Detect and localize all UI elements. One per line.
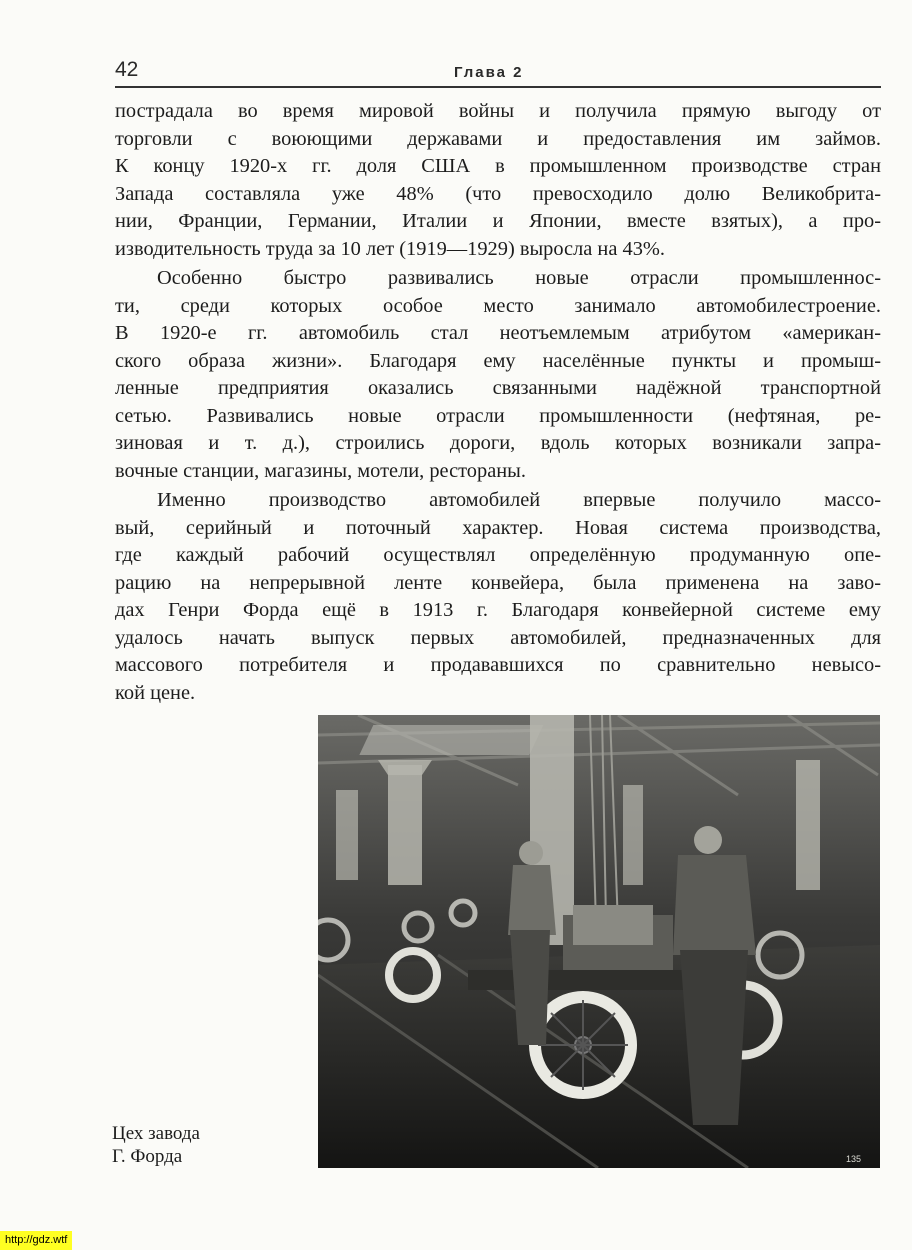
text-line: изводительность труда за 10 лет (1919—1929) выросла на 43%. bbox=[115, 237, 665, 260]
chapter-title: Глава 2 bbox=[454, 64, 524, 81]
text-line: ти, среди которых особое место занимало автомобилестроение. bbox=[115, 294, 881, 317]
header-rule bbox=[115, 86, 881, 88]
text-line: где каждый рабочий осуществлял определённую продуманную опе- bbox=[115, 544, 881, 566]
text-line: вочные станции, магазины, мотели, рестораны. bbox=[115, 459, 526, 482]
photo-number: 135 bbox=[846, 1154, 862, 1164]
watermark-link[interactable]: http://gdz.wtf bbox=[0, 1231, 72, 1250]
text-line: дах Генри Форда ещё в 1913 г. Благодаря конвейерной системе ему bbox=[115, 599, 881, 621]
factory-photo bbox=[318, 715, 880, 1168]
factory-photo-illustration bbox=[318, 715, 880, 1168]
text-line: Особенно быстро развивались новые отрасли промышленнос- bbox=[157, 267, 881, 289]
page-header bbox=[0, 0, 912, 100]
text-line: ского образа жизни». Благодаря ему населённые пункты и промыш- bbox=[115, 349, 881, 372]
text-line: Именно производство автомобилей впервые получило массо- bbox=[157, 489, 881, 511]
text-line: В 1920-е гг. автомобиль стал неотъемлемым атрибутом «американ- bbox=[115, 322, 881, 344]
paragraph-1 bbox=[115, 98, 881, 263]
paragraph-3 bbox=[115, 487, 881, 707]
text-line: торговли с воюющими державами и предоставления им займов. bbox=[115, 127, 881, 150]
text-line: сетью. Развивались новые отрасли промышленности (нефтяная, ре- bbox=[115, 404, 881, 427]
body-text bbox=[115, 98, 881, 707]
text-line: удалось начать выпуск первых автомобилей, предназначенных для bbox=[115, 626, 881, 649]
text-line: вый, серийный и поточный характер. Новая система производства, bbox=[115, 516, 881, 539]
text-line: массового потребителя и продававшихся по сравнительно невысо- bbox=[115, 654, 881, 676]
caption-line: Г. Форда bbox=[112, 1146, 183, 1167]
text-line: К концу 1920-х гг. доля США в промышленном производстве стран bbox=[115, 155, 881, 177]
text-line: рацию на непрерывной ленте конвейера, была применена на заво- bbox=[115, 571, 881, 594]
caption-line: Цех завода bbox=[112, 1123, 200, 1144]
page-number: 42 bbox=[115, 58, 139, 81]
text-line: кой цене. bbox=[115, 681, 196, 704]
text-line: зиновая и т. д.), строились дороги, вдоль которых возникали запра- bbox=[115, 432, 881, 454]
paragraph-2 bbox=[115, 265, 881, 485]
text-line: пострадала во время мировой войны и получила прямую выгоду от bbox=[115, 100, 881, 122]
text-line: нии, Франции, Германии, Италии и Японии, вместе взятых), а про- bbox=[115, 210, 881, 232]
text-line: Запада составляла уже 48% (что превосходило долю Великобрита- bbox=[115, 182, 881, 205]
figure-caption bbox=[112, 1122, 200, 1168]
text-line: ленные предприятия оказались связанными надёжной транспортной bbox=[115, 377, 881, 399]
